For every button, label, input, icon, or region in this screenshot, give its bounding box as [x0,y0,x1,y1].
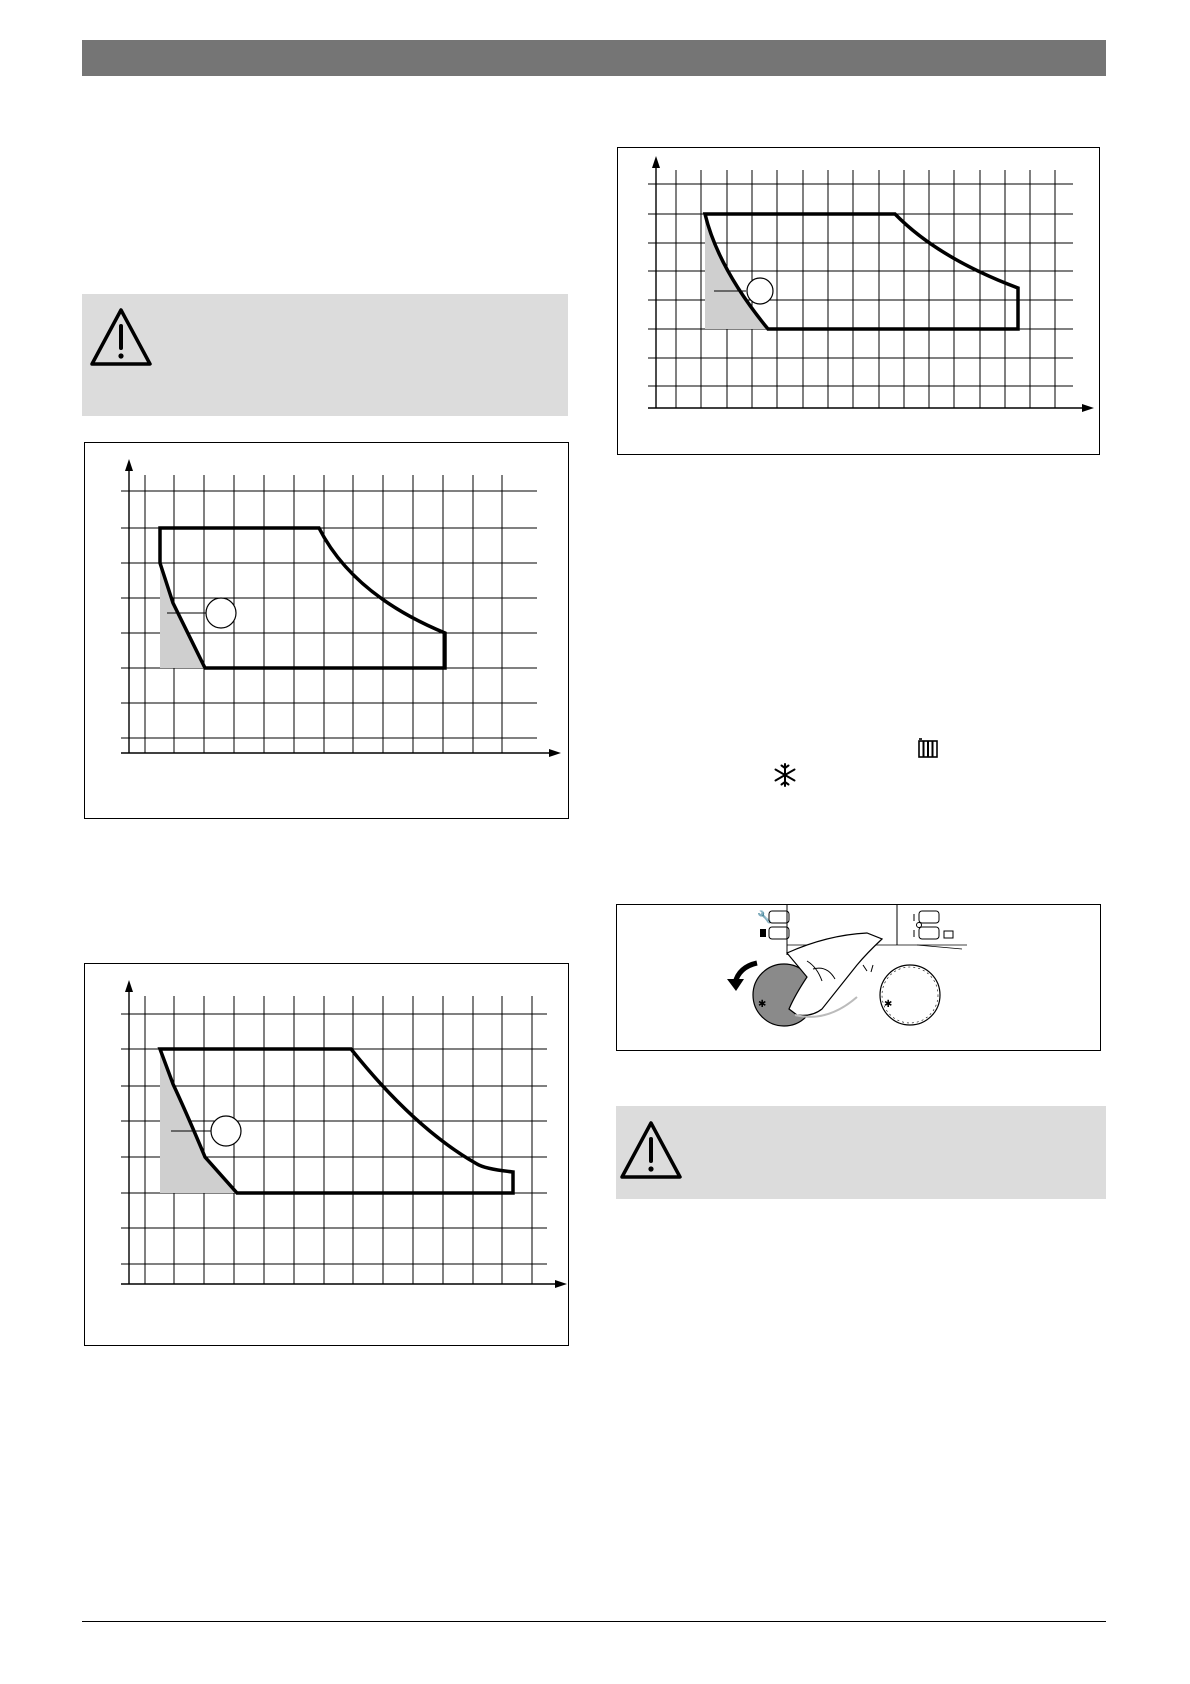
header-bar [82,40,1106,76]
diagram-1-y-arrow [125,459,133,471]
diagram-1-grid [121,475,537,753]
operating-range-diagram-2 [84,963,569,1346]
control-panel-svg [617,905,1102,1052]
diagram-3-x-arrow [1082,404,1094,412]
wrench-indicator [757,909,789,924]
diagram-2-x-arrow [555,1280,567,1288]
hot-water-temperature-knob[interactable] [880,965,940,1025]
diagram-1-x-arrow [549,749,561,757]
right-indicators [914,911,953,939]
diagram-3-y-arrow [652,156,660,168]
control-panel-illustration [616,904,1101,1051]
svg-text:🔧: 🔧 [757,910,772,924]
operating-range-diagram-1 [84,442,569,819]
warning-box-2 [616,1106,1106,1199]
snowflake-icon [772,762,798,788]
operating-range-diagram-3 [617,147,1100,455]
diagram-1-svg [85,443,570,820]
diagram-3-svg [618,148,1101,456]
svg-text:✱: ✱ [884,999,893,1010]
diagram-1-callout-circle [206,598,236,628]
diagram-3-callout-circle [747,278,773,304]
warning-triangle-icon [618,1119,684,1181]
diagram-2-y-arrow [125,980,133,992]
radiator-icon [917,738,939,760]
diagram-2-callout-circle [211,1116,241,1146]
warning-triangle-icon [88,306,154,368]
diagram-2-svg [85,964,570,1347]
footer-rule [82,1621,1106,1622]
warning-box-1 [82,294,568,416]
svg-text:✱: ✱ [758,999,767,1010]
chimney-indicator [760,927,789,939]
